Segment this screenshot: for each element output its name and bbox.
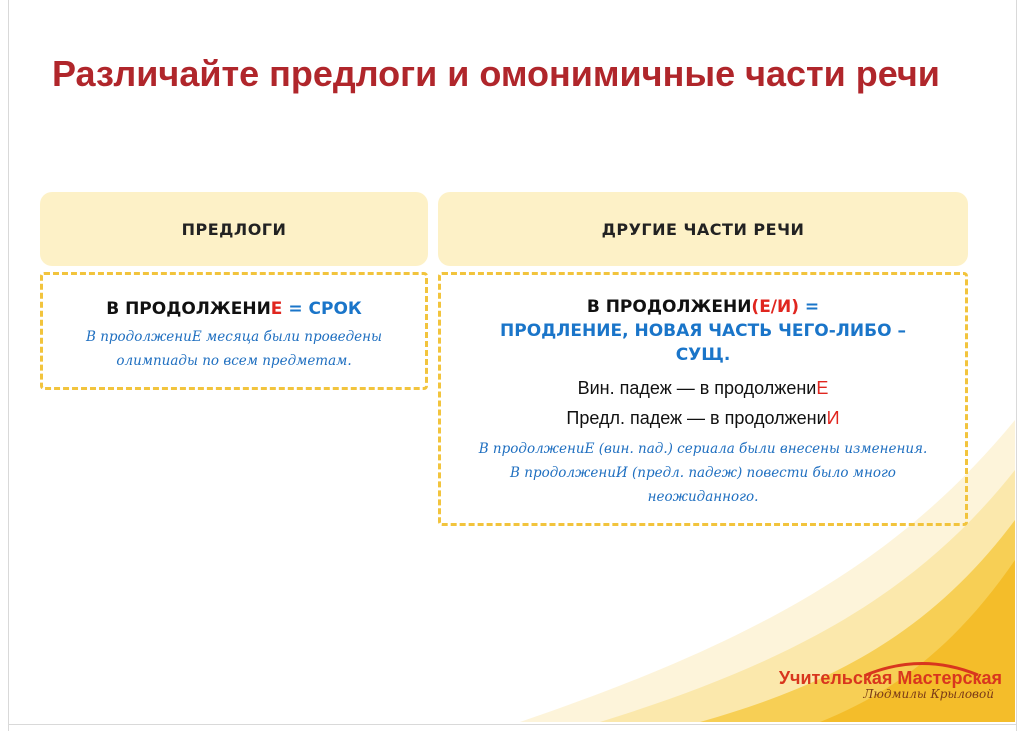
publisher-logo (772, 668, 1002, 701)
prepositions-formula-rest: = СРОК (282, 299, 362, 319)
prepositions-header-label: ПРЕДЛОГИ (181, 219, 287, 239)
other-parts-formula-main: В ПРОДОЛЖЕНИ (586, 297, 752, 317)
prepositions-example-line1: В продолжениЕ месяца были проведены (85, 329, 383, 345)
prepositional-case-line (441, 403, 965, 433)
accusative-case-line (441, 373, 965, 403)
prepositions-header (40, 192, 428, 266)
prepositions-formula-main: В ПРОДОЛЖЕНИ (106, 299, 271, 319)
prepositions-formula-ending: Е (270, 299, 283, 319)
prepositional-case-text: Предл. падеж — в продолжени (566, 408, 827, 428)
other-parts-formula-eq: = (799, 297, 820, 317)
accusative-case-ending: Е (816, 378, 829, 398)
other-parts-example2-line1: В продолжениИ (предл. падеж) повести было много (510, 465, 896, 481)
slide-title: Различайте предлоги и омонимичные части речи (52, 53, 940, 94)
prepositions-formula (43, 297, 425, 321)
prepositions-box (40, 272, 428, 390)
other-parts-formula-ending: (Е/И) (751, 297, 800, 317)
other-parts-header (438, 192, 968, 266)
other-parts-header-label: ДРУГИЕ ЧАСТИ РЕЧИ (601, 219, 805, 239)
accusative-case-text: Вин. падеж — в продолжени (577, 378, 817, 398)
logo-main-text: Учительская Мастерская (778, 668, 1002, 688)
other-parts-formula (441, 295, 965, 319)
other-parts-definition-line1: ПРОДЛЕНИЕ, НОВАЯ ЧАСТЬ ЧЕГО-ЛИБО – (500, 321, 906, 341)
prepositional-case-ending: И (826, 408, 840, 428)
other-parts-example1: В продолжениЕ (вин. пад.) сериала были внесены изменения. (478, 441, 928, 457)
other-parts-example2-line2: неожиданного. (647, 489, 759, 505)
other-parts-definition-line2: СУЩ. (675, 345, 731, 365)
other-parts-box (438, 272, 968, 526)
prepositions-example-line2: олимпиады по всем предметам. (116, 353, 352, 369)
logo-sub-text: Людмилы Крыловой (863, 687, 994, 701)
logo-arc-icon (862, 660, 982, 676)
